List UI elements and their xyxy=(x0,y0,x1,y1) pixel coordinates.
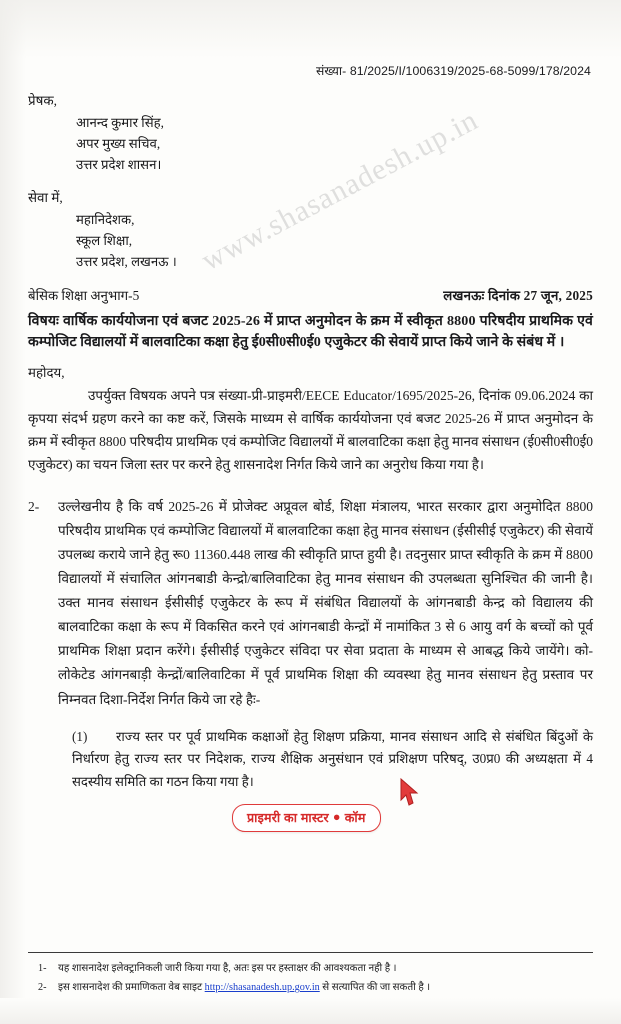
footer-note-1-number: 1- xyxy=(38,963,47,975)
sender-name: आनन्द कुमार सिंह, xyxy=(76,114,164,130)
footer-note-2-number: 2- xyxy=(38,982,47,994)
paragraph-2 xyxy=(28,495,593,711)
recipient-label: सेवा में, xyxy=(28,189,63,205)
scan-shadow-bottom xyxy=(0,998,621,1024)
badge-label-left: प्राइमरी का मास्टर xyxy=(247,811,329,825)
footer-note-1 xyxy=(28,961,593,977)
paragraph-2-number: 2- xyxy=(28,499,40,515)
sender-block xyxy=(28,90,593,176)
sender-label: प्रेषक, xyxy=(28,93,57,108)
recipient-block xyxy=(28,187,593,273)
badge-dot-icon: ● xyxy=(332,810,341,824)
paragraph-1: उपर्युक्त विषयक अपने पत्र संख्या-प्री-प्राइमरी/EECE Educator/1695/2025-26, दिनांक 09.06.2024 का कृपया संदर्भ ग्रहण करने का कष्ट करें, जिसके माध्यम से वार्षिक कार्ययोजना एवं बजट 2025-26 में प्राप्त अनुमोदन के क्रम में स्वीकृत 8800 परिषदीय प्राथमिक एवं कम्पोजिट विद्यालयों में बालवाटिका कक्षा हेतु मानव संसाधन (ई0सी0सी0ई0 एजुकेटर) का चयन जिला स्तर पर करने हेतु शासनादेश निर्गत किये जाने का अनुरोध किया गया है। xyxy=(28,387,593,473)
section-date-row xyxy=(28,286,593,304)
section-label: बेसिक शिक्षा अनुभाग-5 xyxy=(28,287,140,303)
recipient-location: उत्तर प्रदेश, लखनऊ । xyxy=(76,254,177,270)
footer-notes xyxy=(28,952,593,996)
badge-label-right: कॉम xyxy=(344,811,366,825)
watermark-text: www.shasanadesh.up.in xyxy=(196,103,484,278)
paragraph-2-text: उल्लेखनीय है कि वर्ष 2025-26 में प्रोजेक्ट अप्रूवल बोर्ड, शिक्षा मंत्रालय, भारत सरकार द्वारा अनुमोदित 8800 परिषदीय प्राथमिक एवं कम्पोजिट विद्यालयों में बालवाटिका कक्षा हेतु मानव संसाधन (ईसीसीई एजुकेटर) की सेवायें उपलब्ध कराये जाने हेतु रू0 11360.448 लाख की स्वीकृति प्राप्त हुयी है। तदनुसार प्राप्त स्वीकृति के क्रम में 8800 विद्यालयों में संचालित आंगनबाडी केन्द्रो/बालिवाटिका हेतु मानव संसाधन की उपलब्धता सुनिश्चित की जानी है। उक्त मानव संसाधन ईसीसीई एजुकेटर के रूप में संबंधित विद्यालयों के आंगनबाडी केन्द्र को विद्यालय की बालवाटिका कक्षा के रूप में विकसित करने एवं आंगनबाडी केन्द्रों में नामांकित 3 से 6 आयु वर्ग के बच्चों को पूर्व प्राथमिक शिक्षा प्रदान करेंगे। ईसीसीई एजुकेटर संविदा पर सेवा प्रदाता के माध्यम से आबद्ध किये जायेंगे। को-लोकेटेड आंगनबाड़ी केन्द्रों/बालिवाटिका में पूर्व प्राथमिक शिक्षा की व्यवस्था हेतु मानव संसाधन हेतु प्रस्ताव पर निम्नवत दिशा-निर्देश निर्गत किये जा रहे हैः- xyxy=(58,499,593,707)
recipient-department: स्कूल शिक्षा, xyxy=(76,232,133,248)
footer-note-2-text-before: इस शासनादेश की प्रमाणिकता वेब साइट xyxy=(58,982,205,994)
scan-shadow-top xyxy=(0,0,621,58)
scan-shadow-left xyxy=(0,0,26,1024)
footer-note-2-text-after: से सत्यापित की जा सकती है । xyxy=(319,982,431,994)
sub-point-1-text: राज्य स्तर पर पूर्व प्राथमिक कक्षाओं हेतु शिक्षण प्रक्रिया, मानव संसाधन आदि से संबंधित बिंदुओं के निर्धारण हेतु राज्य स्तर पर निदेशक, राज्य शैक्षिक अनुसंधान एवं प्रशिक्षण परिषद्, उ0प्र0 की अध्यक्षता में 4 सदस्यीय समिति का गठन किया गया है। xyxy=(72,728,593,789)
sender-office: उत्तर प्रदेश शासन। xyxy=(76,157,162,173)
footer-note-2 xyxy=(28,980,593,996)
sub-point-1 xyxy=(28,726,593,794)
sub-point-1-number: (1) xyxy=(72,728,88,744)
salutation: महोदय, xyxy=(28,364,65,380)
recipient-name: महानिदेशक, xyxy=(76,211,135,227)
subject-text: वार्षिक कार्ययोजना एवं बजट 2025-26 में प्राप्त अनुमोदन के क्रम में स्वीकृत 8800 परिषदीय प्राथमिक एवं कम्पोजिट विद्यालयों में बालवाटिका कक्षा हेतु ई0सी0सी0ई0 एजुकेटर की सेवायें प्राप्त किये जाने के संबंध में । xyxy=(28,312,593,351)
sender-designation: अपर मुख्य सचिव, xyxy=(76,136,161,152)
subject-block xyxy=(28,311,593,354)
place-date: लखनऊः दिनांक 27 जून, 2025 xyxy=(443,287,593,303)
status-badge xyxy=(232,804,381,832)
subject-label: विषयः xyxy=(28,312,59,329)
document-body xyxy=(28,62,593,794)
footer-note-1-text: यह शासनादेश इलेक्ट्रानिकली जारी किया गया है, अतः इस पर हस्ताक्षर की आवश्यकता नही है । xyxy=(58,963,397,975)
reference-number: संख्या- 81/2025/I/1006319/2025-68-5099/178/2024 xyxy=(315,64,591,78)
verification-link[interactable]: http://shasanadesh.up.gov.in xyxy=(204,982,320,994)
